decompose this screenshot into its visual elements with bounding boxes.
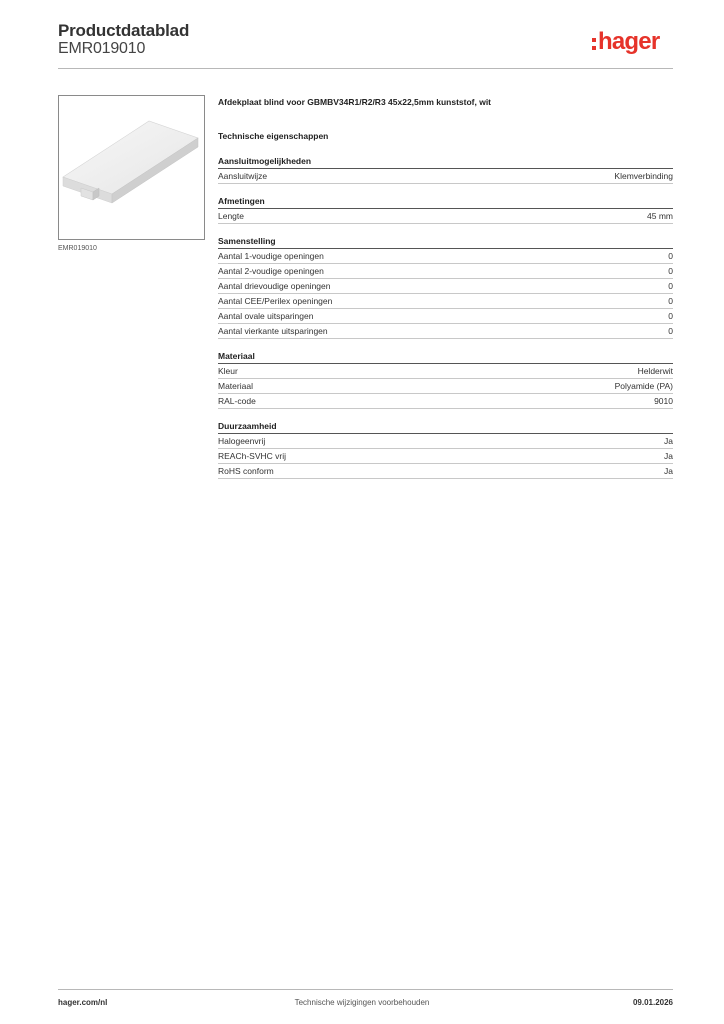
property-value: Helderwit: [637, 366, 673, 376]
property-label: Aansluitwijze: [218, 171, 268, 181]
property-label: Aantal vierkante uitsparingen: [218, 326, 328, 336]
property-row: [218, 264, 673, 279]
property-row: [218, 394, 673, 409]
hager-logo: [592, 28, 659, 56]
property-value: 0: [668, 266, 673, 276]
property-value: 0: [668, 251, 673, 261]
property-value: 9010: [654, 396, 673, 406]
footer-disclaimer: Technische wijzigingen voorbehouden: [294, 998, 430, 1007]
section-heading: Aansluitmogelijkheden: [218, 155, 673, 169]
property-row: [218, 249, 673, 264]
property-row: [218, 309, 673, 324]
property-label: RAL-code: [218, 396, 256, 406]
section-heading: Samenstelling: [218, 235, 673, 249]
section-heading: Duurzaamheid: [218, 420, 673, 434]
footer-website[interactable]: hager.com/nl: [58, 998, 108, 1007]
properties-sections: [218, 155, 673, 479]
logo-text: hager: [598, 28, 660, 55]
property-row: [218, 364, 673, 379]
properties-section: [218, 235, 673, 339]
property-value: 0: [668, 311, 673, 321]
property-row: [218, 379, 673, 394]
footer-date: 09.01.2026: [632, 998, 673, 1007]
footer-divider: [58, 989, 673, 990]
property-value: 45 mm: [647, 211, 673, 221]
property-row: [218, 464, 673, 479]
property-value: 0: [668, 296, 673, 306]
section-heading: Afmetingen: [218, 195, 673, 209]
property-label: Aantal 2-voudige openingen: [218, 266, 324, 276]
properties-section: [218, 155, 673, 184]
property-row: [218, 209, 673, 224]
product-image: [58, 95, 205, 240]
section-heading: Materiaal: [218, 350, 673, 364]
property-label: Kleur: [218, 366, 238, 376]
product-description: Afdekplaat blind voor GBMBV34R1/R2/R3 45x22,5mm kunststof, wit: [218, 97, 492, 107]
product-image-caption: EMR019010: [58, 245, 97, 252]
blank-cover-plate-icon: [59, 96, 204, 239]
properties-section: [218, 195, 673, 224]
property-row: [218, 434, 673, 449]
property-value: Ja: [664, 451, 673, 461]
header-divider: [58, 68, 673, 69]
property-row: [218, 324, 673, 339]
property-row: [218, 169, 673, 184]
properties-section: [218, 350, 673, 409]
logo-dots-icon: [592, 38, 596, 50]
property-label: RoHS conform: [218, 466, 274, 476]
product-code: EMR019010: [58, 40, 146, 57]
property-label: Aantal 1-voudige openingen: [218, 251, 324, 261]
property-label: Aantal ovale uitsparingen: [218, 311, 314, 321]
property-row: [218, 449, 673, 464]
product-details: [218, 96, 673, 479]
property-row: [218, 279, 673, 294]
technical-properties-title: Technische eigenschappen: [218, 131, 329, 141]
property-label: Aantal drievoudige openingen: [218, 281, 331, 291]
property-row: [218, 294, 673, 309]
property-value: 0: [668, 326, 673, 336]
property-value: Ja: [664, 466, 673, 476]
property-value: 0: [668, 281, 673, 291]
document-title: Productdatablad: [58, 21, 190, 40]
property-value: Klemverbinding: [614, 171, 673, 181]
property-label: Lengte: [218, 211, 244, 221]
property-label: Materiaal: [218, 381, 253, 391]
property-value: Ja: [664, 436, 673, 446]
property-label: REACh-SVHC vrij: [218, 451, 287, 461]
property-label: Aantal CEE/Perilex openingen: [218, 296, 333, 306]
property-value: Polyamide (PA): [614, 381, 673, 391]
property-label: Halogeenvrij: [218, 436, 266, 446]
properties-section: [218, 420, 673, 479]
